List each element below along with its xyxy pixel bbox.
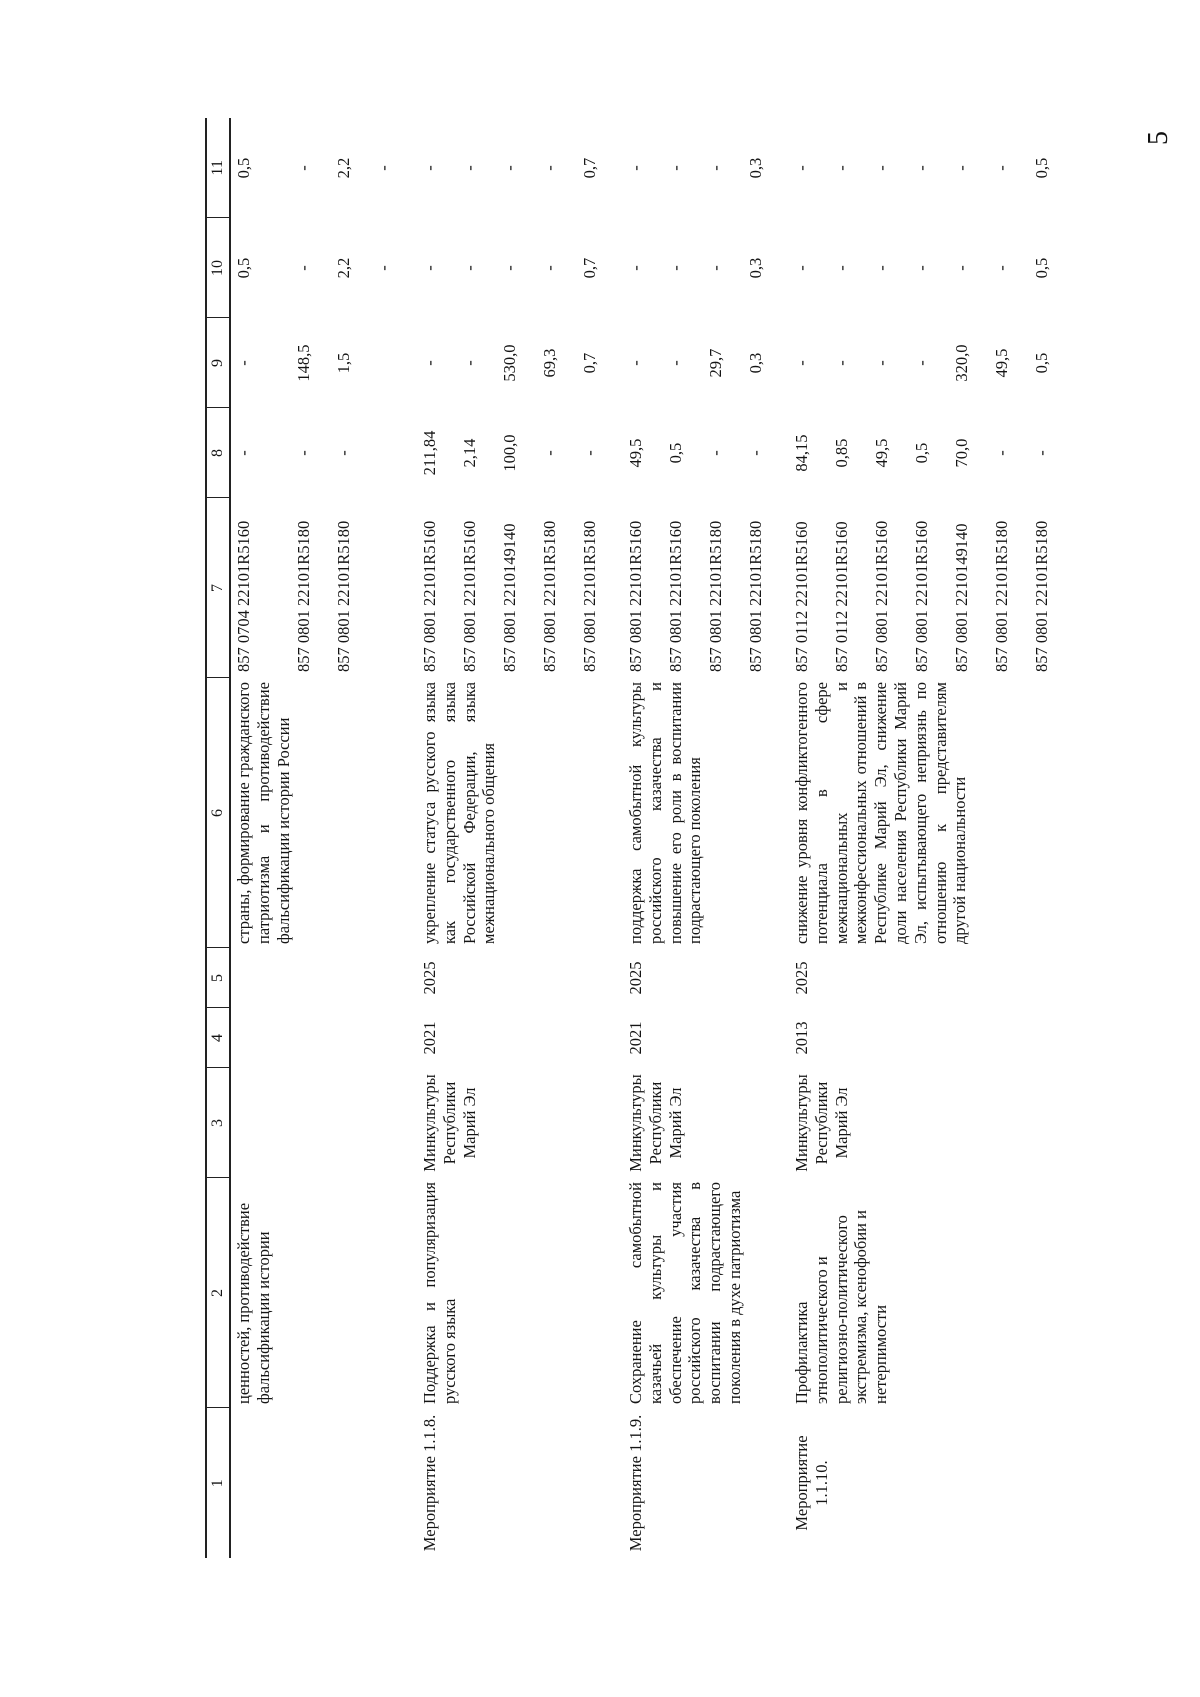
budget-code: 857 0112 22101R5160 [832,521,851,672]
value-col10: - [374,265,393,271]
value-col8: - [540,450,559,456]
cell-description: поддержка самобытной культуры российского казачества и повышение его роли в воспитании подрастающего поколения [626,682,705,944]
cell-col9 [230,318,417,408]
value-col8: - [294,450,313,456]
value-col10: 0,5 [1032,257,1051,279]
cell-codes [789,498,1075,678]
value-col10: - [626,265,645,271]
cell-description: укрепление статуса русского языка как государственного языка Российской Федерации, языка межнационального общения [420,682,499,944]
value-col8: 84,15 [792,434,811,472]
value-col11: - [912,165,931,171]
program-table [205,118,1075,1558]
cell-codes [623,498,789,678]
value-col11: - [540,165,559,171]
cell-col9 [417,318,623,408]
value-col10: - [500,265,519,271]
cell-col10 [230,218,417,318]
value-col10: - [792,265,811,271]
cell-executor: Минкультуры Республики Марий Эл [626,1074,685,1172]
cell-name: Профилактика этнополитического и религиозно-политического экстремизма, ксенофобии и нетерпимости [792,1210,891,1404]
value-col10: - [420,265,439,271]
value-col11: - [294,165,313,171]
value-col11: 0,7 [580,157,599,179]
value-col8: 0,5 [912,442,931,464]
value-col11: - [500,165,519,171]
value-col11: - [460,165,479,171]
budget-code: 857 0801 22101R5180 [992,520,1011,672]
header-col-10: 10 [206,218,230,318]
value-col11: - [832,165,851,171]
header-col-5: 5 [206,948,230,1008]
budget-code: 857 0801 2210149140 [500,523,519,672]
value-col9: - [872,360,891,366]
cell-name: Поддержка и популяризация русского языка [420,1182,459,1404]
cell-col10 [789,218,1075,318]
header-row [206,118,230,1558]
budget-code: 857 0801 22101R5180 [294,520,313,672]
budget-code: 857 0801 22101R5160 [420,520,439,672]
cell-start-year: 2021 [626,1021,645,1055]
cell-end-year: 2025 [420,961,439,995]
cell-description: страны, формирование гражданского патриотизма и противодействие фальсификации истории России [234,682,293,944]
value-col10: - [992,265,1011,271]
value-col8: 100,0 [500,434,519,472]
value-col10: - [912,265,931,271]
value-col11: - [872,165,891,171]
value-col9: - [234,360,253,366]
value-col8: 70,0 [952,438,971,468]
cell-name: Сохранение самобытной казачьей культуры и обеспечение участия российского казачества в воспитании подрастающего поколения в духе патриотизма [626,1182,744,1404]
cell-col8 [417,408,623,498]
header-col-3: 3 [206,1068,230,1178]
value-col8: - [746,450,765,456]
value-col11: 2,2 [334,157,353,179]
budget-code: 857 0801 22101R5180 [540,520,559,672]
cell-col8 [230,408,417,498]
cell-col10 [623,218,789,318]
cell-col11 [417,118,623,218]
value-col8: 2,14 [460,438,479,468]
value-col8: - [1032,450,1051,456]
budget-code: 857 0801 22101R5160 [872,520,891,672]
cell-description: снижение уровня конфликтогенного потенциала в сфере межнациональных и межконфессиональных отношений в Республике Марий Эл, снижение доли населения Республики Марий Эл, испытывающего неприязнь по отношению к представителям другой национальности [792,682,970,944]
cell-col9 [789,318,1075,408]
value-col9: 49,5 [992,348,1011,378]
value-col11: - [374,165,393,171]
value-col9: - [912,360,931,366]
budget-code: 857 0112 22101R5160 [792,521,811,672]
value-col9: 29,7 [706,348,725,378]
value-col10: 2,2 [334,257,353,279]
cell-col11 [789,118,1075,218]
value-col9: - [420,360,439,366]
value-col9: - [666,360,685,366]
cell-id: Мероприятие 1.1.10. [792,1435,831,1531]
value-col10: - [872,265,891,271]
table-row-continuation [230,118,417,1558]
value-col9: 320,0 [952,344,971,382]
value-col9: 0,5 [1032,352,1051,374]
budget-code: 857 0801 22101R5160 [912,520,931,672]
value-col11: 0,5 [234,157,253,179]
cell-start-year: 2013 [792,1021,811,1055]
value-col10: 0,3 [746,257,765,279]
cell-executor: Минкультуры Республики Марий Эл [792,1074,851,1172]
value-col10: - [540,265,559,271]
value-col8: - [334,450,353,456]
header-col-6: 6 [206,678,230,948]
rotated-table-wrapper [205,118,1051,1558]
cell-col10 [417,218,623,318]
value-col9: - [792,360,811,366]
value-col9: 530,0 [500,344,519,382]
value-col11: - [626,165,645,171]
value-col8: - [234,450,253,456]
value-col8: - [706,450,725,456]
value-col8: 211,84 [420,430,439,476]
table-row-event-1-1-9 [623,118,789,1558]
value-col9: 1,5 [334,352,353,374]
value-col9: 148,5 [294,344,313,382]
value-col10: 0,5 [234,257,253,279]
cell-col8 [623,408,789,498]
budget-code: 857 0801 22101R5160 [626,520,645,672]
header-col-9: 9 [206,318,230,408]
budget-code: 857 0704 22101R5160 [234,520,253,672]
cell-col9 [623,318,789,408]
cell-codes [230,498,417,678]
value-col10: - [460,265,479,271]
value-col11: 0,3 [746,157,765,179]
value-col11: - [706,165,725,171]
value-col10: - [666,265,685,271]
value-col8: 0,5 [666,442,685,464]
value-col10: - [952,265,971,271]
header-col-11: 11 [206,118,230,218]
cell-end-year: 2025 [792,961,811,995]
value-col11: - [420,165,439,171]
budget-code: 857 0801 22101R5180 [706,520,725,672]
cell-col11 [623,118,789,218]
value-col10: - [706,265,725,271]
cell-codes [417,498,623,678]
budget-code: 857 0801 22101R5160 [460,520,479,672]
value-col8: 49,5 [626,438,645,468]
header-col-8: 8 [206,408,230,498]
cell-start-year: 2021 [420,1021,439,1055]
cell-col8 [789,408,1075,498]
value-col9: - [832,360,851,366]
value-col11: - [992,165,1011,171]
value-col10: - [832,265,851,271]
budget-code: 857 0801 22101R5160 [666,520,685,672]
budget-code: 857 0801 22101R5180 [1032,520,1051,672]
cell-id: Мероприятие 1.1.8. [420,1414,439,1552]
value-col8: 0,85 [832,438,851,468]
value-col9: - [460,360,479,366]
value-col9: 0,3 [746,352,765,374]
budget-code: 857 0801 22101R5180 [746,520,765,672]
header-col-2: 2 [206,1178,230,1408]
value-col10: 0,7 [580,257,599,279]
cell-id [230,1408,417,1558]
page-number: 5 [1143,131,1174,145]
cell-col11 [230,118,417,218]
budget-code: 857 0801 22101R5180 [580,520,599,672]
table-row-event-1-1-10 [789,118,1075,1558]
value-col8: - [580,450,599,456]
value-col8: 49,5 [872,438,891,468]
value-col10: - [294,265,313,271]
value-col11: - [952,165,971,171]
value-col9: - [626,360,645,366]
value-col8: - [992,450,1011,456]
cell-executor: Минкультуры Республики Марий Эл [420,1074,479,1172]
value-col11: - [792,165,811,171]
value-col9: 69,3 [540,348,559,378]
cell-id: Мероприятие 1.1.9. [626,1414,645,1552]
header-col-4: 4 [206,1008,230,1068]
cell-end-year: 2025 [626,961,645,995]
budget-code: 857 0801 2210149140 [952,523,971,672]
header-col-1: 1 [206,1408,230,1558]
header-col-7: 7 [206,498,230,678]
budget-code: 857 0801 22101R5180 [334,520,353,672]
cell-name: ценностей, противодействие фальсификации истории [234,1202,273,1404]
value-col9: 0,7 [580,352,599,374]
value-col11: - [666,165,685,171]
table-row-event-1-1-8 [417,118,623,1558]
value-col11: 0,5 [1032,157,1051,179]
